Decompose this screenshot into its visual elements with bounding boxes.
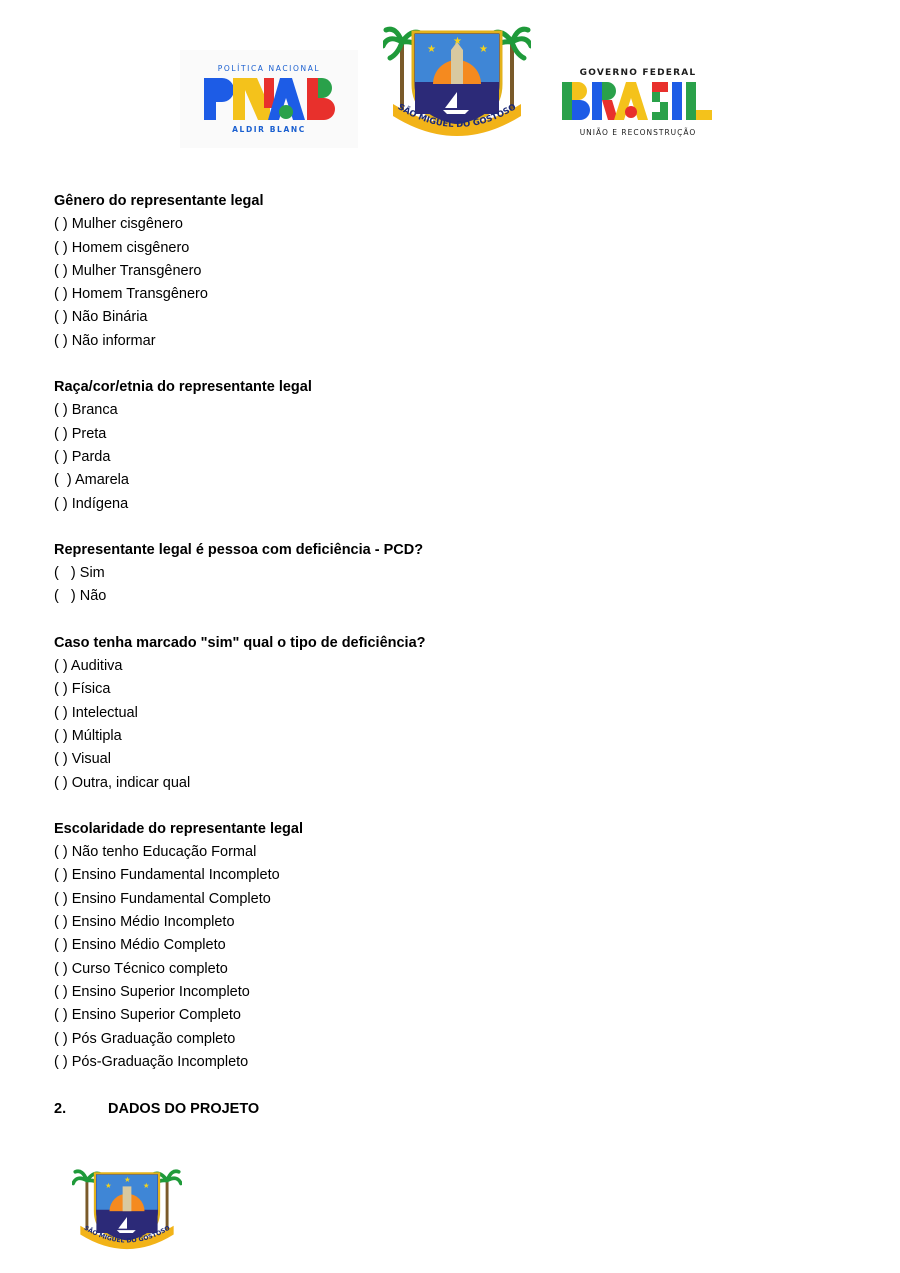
answer-option[interactable]: ( ) Física bbox=[54, 681, 111, 698]
question-section bbox=[54, 539, 854, 609]
svg-text:★: ★ bbox=[105, 1180, 112, 1190]
pnab-logo bbox=[180, 50, 358, 148]
answer-option[interactable]: ( ) Ensino Médio Incompleto bbox=[54, 914, 235, 931]
question-section bbox=[54, 190, 854, 353]
pnab-bottom-text: ALDIR BLANC bbox=[232, 125, 306, 134]
brasil-wordmark-shapes bbox=[562, 82, 712, 120]
gov-top-text: GOVERNO FEDERAL bbox=[579, 68, 697, 78]
answer-option[interactable]: ( ) Não Binária bbox=[54, 309, 148, 326]
section-number: 2. bbox=[54, 1101, 67, 1117]
pnab-wordmark: PNAB bbox=[267, 116, 271, 117]
question-section bbox=[54, 818, 854, 1074]
section-heading-dados-do-projeto bbox=[54, 1098, 259, 1121]
answer-option[interactable]: ( ) Não tenho Educação Formal bbox=[54, 844, 257, 861]
answer-option[interactable]: ( ) Homem Transgênero bbox=[54, 286, 208, 303]
answer-option[interactable]: ( ) Visual bbox=[54, 751, 111, 768]
answer-option[interactable]: ( ) Ensino Fundamental Completo bbox=[54, 890, 271, 907]
answer-option[interactable]: ( ) Sim bbox=[54, 565, 105, 582]
footer-crest-logo bbox=[72, 1166, 182, 1252]
pnab-top-text: POLÍTICA NACIONAL bbox=[217, 64, 321, 73]
answer-option[interactable]: ( ) Parda bbox=[54, 448, 111, 465]
answer-option[interactable]: ( ) Ensino Superior Completo bbox=[54, 1007, 241, 1024]
pnab-wordmark-shapes bbox=[204, 78, 335, 120]
sao-miguel-do-gostoso-crest bbox=[383, 22, 531, 140]
svg-text:★: ★ bbox=[143, 1180, 150, 1190]
answer-option[interactable]: ( ) Ensino Fundamental Incompleto bbox=[54, 867, 280, 884]
question-title: Raça/cor/etnia do representante legal bbox=[54, 379, 312, 396]
form-body bbox=[54, 190, 854, 1097]
crest-banner-text: SÃO MIGUEL DO GOSTOSO bbox=[395, 102, 519, 131]
question-title: Representante legal é pessoa com deficiência - PCD? bbox=[54, 541, 424, 558]
answer-option[interactable]: ( ) Pós Graduação completo bbox=[54, 1030, 236, 1047]
svg-text:★: ★ bbox=[479, 44, 488, 55]
answer-option[interactable]: ( ) Não informar bbox=[54, 332, 156, 349]
answer-option[interactable]: ( ) Amarela bbox=[54, 472, 129, 489]
answer-option[interactable]: ( ) Intelectual bbox=[54, 704, 138, 721]
answer-option[interactable]: ( ) Branca bbox=[54, 402, 118, 419]
question-title: Caso tenha marcado "sim" qual o tipo de deficiência? bbox=[54, 634, 426, 651]
answer-option[interactable]: ( ) Mulher cisgênero bbox=[54, 216, 183, 233]
gov-bottom-text: UNIÃO E RECONSTRUÇÃO bbox=[579, 128, 697, 137]
answer-option[interactable]: ( ) Ensino Superior Incompleto bbox=[54, 983, 250, 1000]
answer-option[interactable]: ( ) Ensino Médio Completo bbox=[54, 937, 226, 954]
svg-text:★: ★ bbox=[453, 36, 462, 47]
answer-option[interactable]: ( ) Pós-Graduação Incompleto bbox=[54, 1053, 249, 1070]
question-title: Escolaridade do representante legal bbox=[54, 820, 304, 837]
question-section bbox=[54, 376, 854, 516]
question-section bbox=[54, 632, 854, 795]
svg-text:★: ★ bbox=[124, 1175, 131, 1185]
answer-option[interactable]: ( ) Outra, indicar qual bbox=[54, 774, 191, 791]
gov-wordmark: BRASIL bbox=[636, 102, 640, 103]
svg-text:★: ★ bbox=[427, 44, 436, 55]
question-title: Gênero do representante legal bbox=[54, 193, 264, 209]
answer-option[interactable]: ( ) Indígena bbox=[54, 495, 129, 512]
answer-option[interactable]: ( ) Não bbox=[54, 588, 107, 605]
answer-option[interactable]: ( ) Homem cisgênero bbox=[54, 239, 190, 256]
answer-option[interactable]: ( ) Auditiva bbox=[54, 658, 123, 675]
footer-banner-text: SÃO MIGUEL DO GOSTOSO bbox=[82, 1224, 172, 1245]
answer-option[interactable]: ( ) Curso Técnico completo bbox=[54, 960, 228, 977]
answer-option[interactable]: ( ) Preta bbox=[54, 425, 107, 442]
answer-option[interactable]: ( ) Múltipla bbox=[54, 727, 122, 744]
section-heading-text: DADOS DO PROJETO bbox=[108, 1101, 260, 1117]
answer-option[interactable]: ( ) Mulher Transgênero bbox=[54, 262, 202, 279]
governo-federal-logo bbox=[560, 62, 720, 142]
